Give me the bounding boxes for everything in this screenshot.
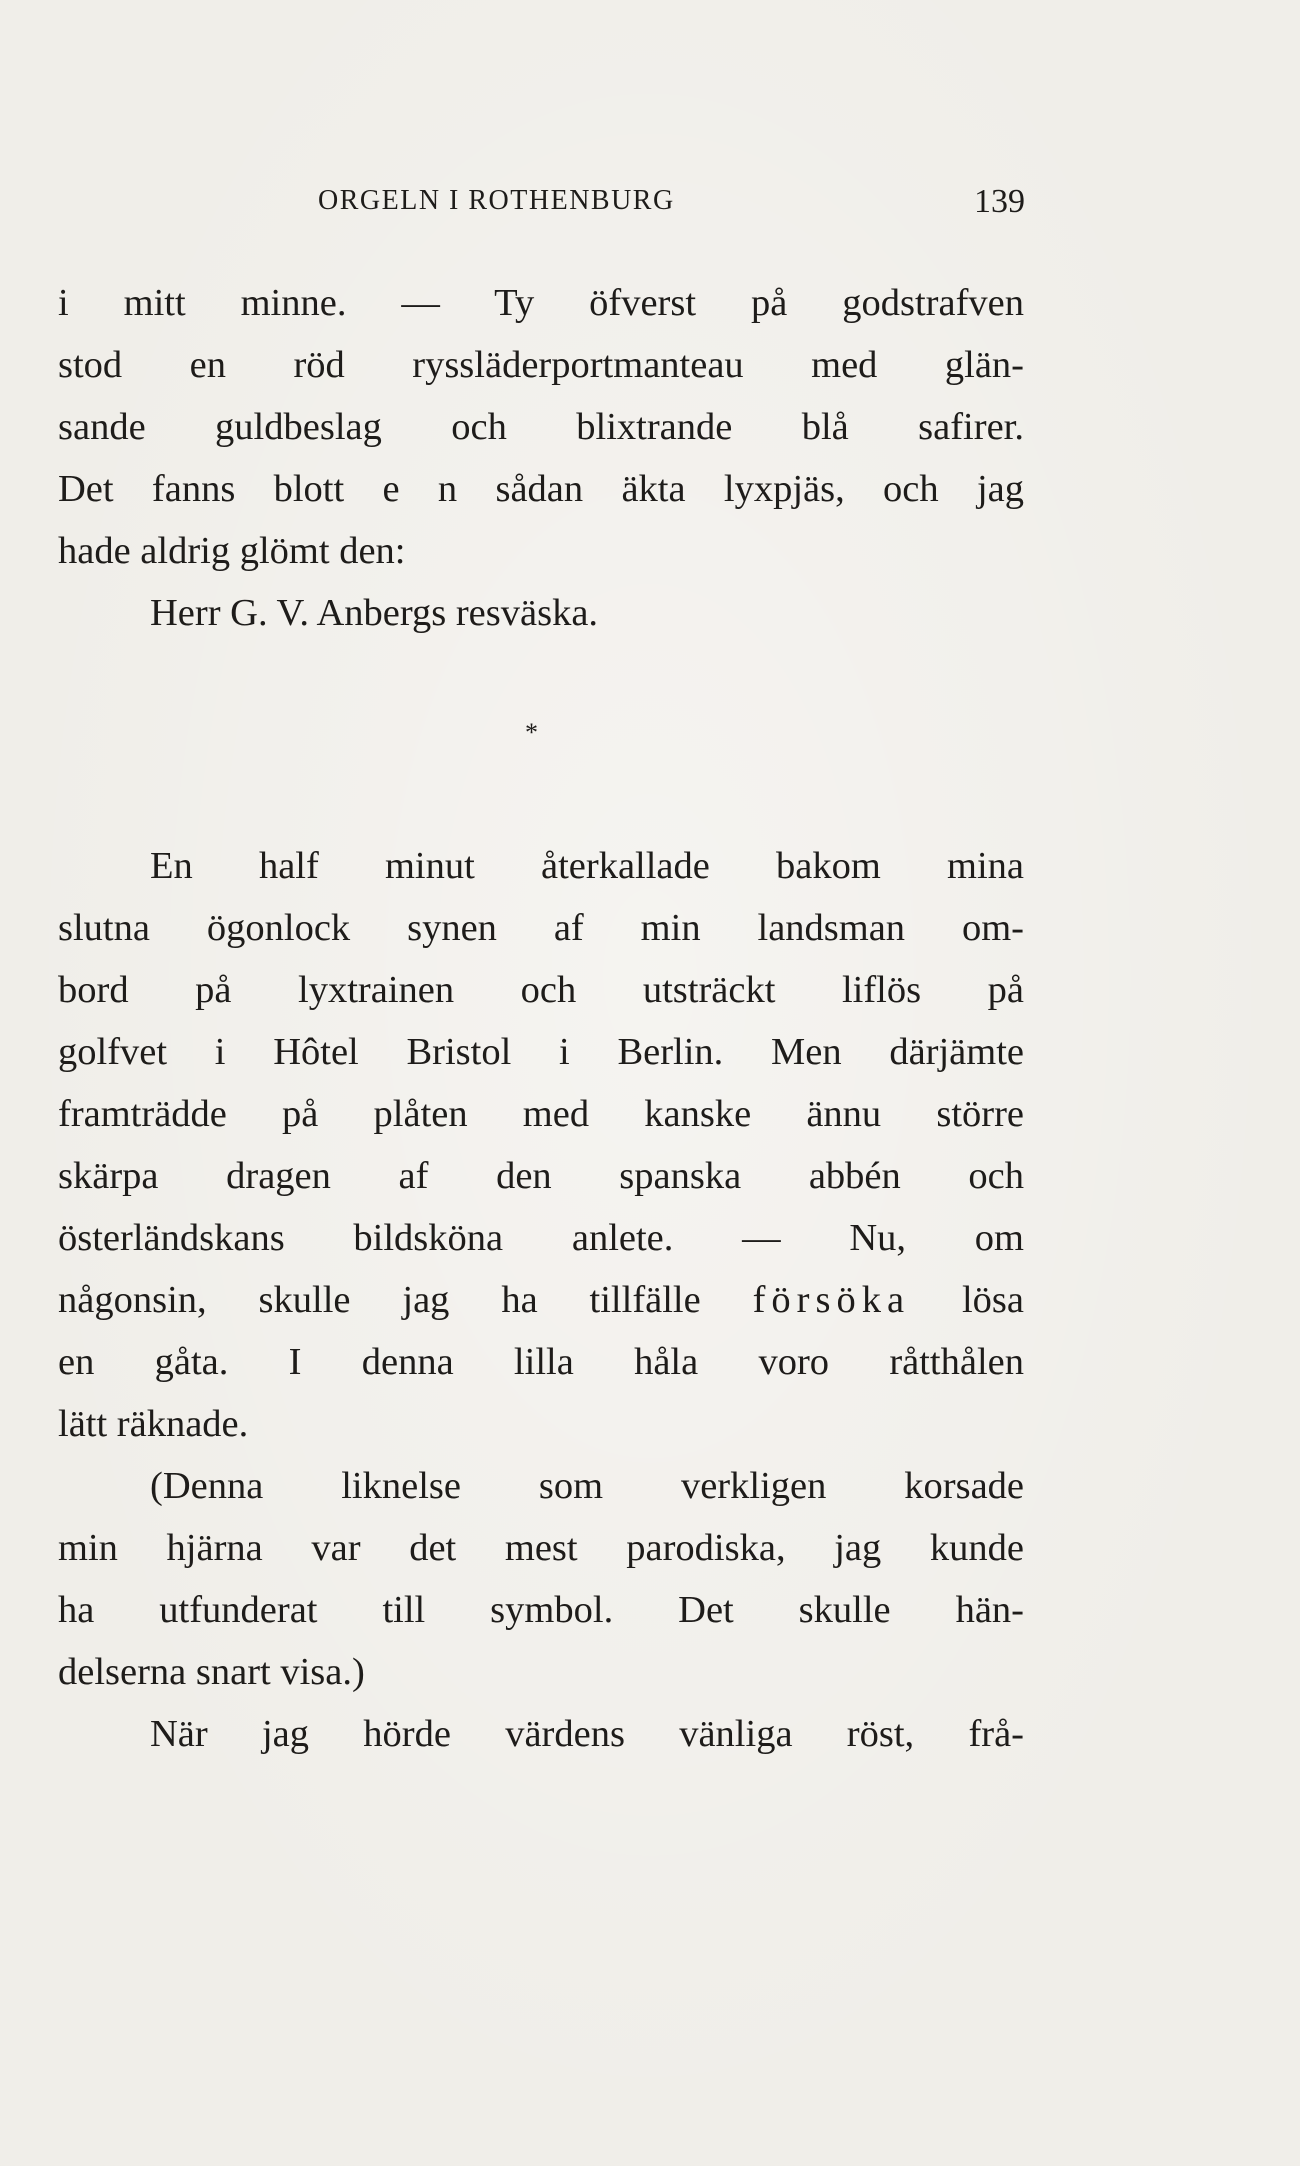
text-line	[58, 1269, 1024, 1331]
text-line: (Denna liknelse som verkligen korsade	[150, 1465, 1024, 1507]
section-break-ornament: *	[525, 718, 538, 747]
text-line: en gåta. I denna lilla håla voro råtthålen	[58, 1341, 1024, 1383]
text-line: österländskans bildsköna anlete. — Nu, om	[58, 1217, 1024, 1259]
text-line: min hjärna var det mest parodiska, jag kunde	[58, 1527, 1024, 1569]
page-number: 139	[974, 183, 1025, 220]
text-fragment: lösa	[910, 1279, 1024, 1321]
text-line: ha utfunderat till symbol. Det skulle hän-	[58, 1589, 1024, 1631]
text-line: golfvet i Hôtel Bristol i Berlin. Men därjämte	[58, 1031, 1024, 1073]
text-line: En half minut återkallade bakom mina	[150, 845, 1024, 887]
text-line: i mitt minne. — Ty öfverst på godstrafven	[58, 282, 1024, 324]
text-line: bord på lyxtrainen och utsträckt liflös på	[58, 969, 1024, 1011]
text-line: Det fanns blott e n sådan äkta lyxpjäs, och jag	[58, 468, 1024, 510]
page-header	[58, 185, 1025, 225]
text-line: sande guldbeslag och blixtrande blå safirer.	[58, 406, 1024, 448]
paragraph-2	[58, 835, 1024, 1765]
text-line: Herr G. V. Anbergs resväska.	[150, 592, 599, 634]
text-line: skärpa dragen af den spanska abbén och	[58, 1155, 1024, 1197]
text-line: stod en röd ryssläderportmanteau med glän-	[58, 344, 1024, 386]
text-line: delserna snart visa.)	[58, 1651, 365, 1693]
running-title: ORGELN I ROTHENBURG	[318, 185, 675, 216]
text-line: När jag hörde värdens vänliga röst, frå-	[150, 1713, 1024, 1755]
text-line: hade aldrig glömt den:	[58, 530, 406, 572]
spaced-emphasis: försöka	[752, 1279, 911, 1321]
text-line: lätt räknade.	[58, 1403, 249, 1445]
text-line: slutna ögonlock synen af min landsman om-	[58, 907, 1024, 949]
paragraph-1	[58, 272, 1024, 644]
text-line: framträdde på plåten med kanske ännu större	[58, 1093, 1024, 1135]
text-fragment: någonsin, skulle jag ha tillfälle	[58, 1279, 753, 1321]
